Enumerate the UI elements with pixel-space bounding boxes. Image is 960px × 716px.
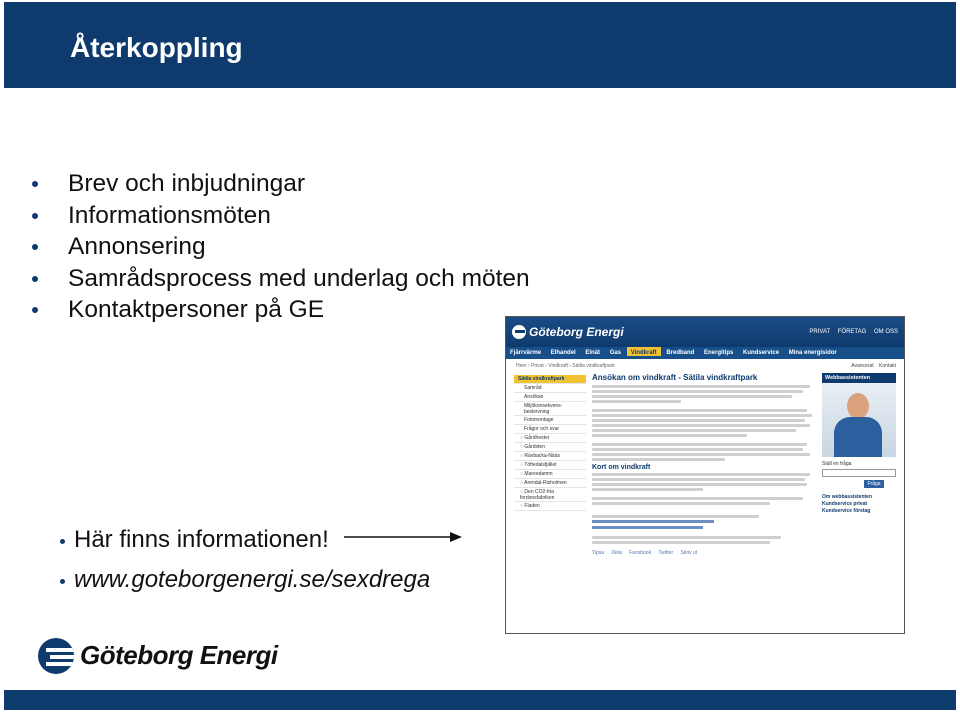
nav-item[interactable]: Elnät (585, 350, 601, 356)
top-link[interactable]: PRIVAT (809, 329, 831, 335)
bullet-item: Informationsmöten (30, 200, 530, 232)
share-link[interactable]: Skriv ut (680, 550, 698, 556)
url-bullet (60, 566, 430, 594)
text-line (592, 419, 805, 422)
text-line (592, 443, 807, 446)
text-line (592, 515, 759, 518)
util-link[interactable]: Kontakt (879, 363, 896, 369)
website-screenshot (505, 316, 905, 634)
sidebar-head[interactable]: Sätila vindkraftpark (514, 375, 586, 384)
sidebar-project[interactable]: ○ Den CO2-fria fordonsfabriken (514, 488, 586, 502)
nav-item[interactable]: Gas (609, 350, 622, 356)
ask-label: Ställ en fråga (822, 461, 852, 467)
screenshot-main-subtitle: Kort om vindkraft (592, 464, 651, 471)
sidebar-item[interactable]: Frågor och svar (514, 425, 586, 434)
screenshot-breadcrumb: Hem › Privat › Vindkraft › Sätila vindkraftpark (516, 363, 615, 369)
text-line (592, 453, 810, 456)
text-line (592, 429, 796, 432)
nav-item[interactable]: Energitips (704, 350, 734, 356)
text-line (592, 488, 703, 491)
screenshot-main (592, 373, 814, 556)
sidebar-project[interactable]: ○ Gårdhester (514, 434, 586, 443)
assistant-link[interactable]: Kundservice privat (822, 501, 868, 507)
screenshot-assistant (822, 373, 896, 515)
text-line (592, 458, 725, 461)
text-line (592, 414, 812, 417)
util-link[interactable]: Avancerat (851, 363, 874, 369)
ask-button[interactable]: Fråga (864, 480, 884, 488)
logo-text: Göteborg Energi (80, 640, 278, 670)
document-link[interactable] (592, 520, 714, 523)
share-link[interactable]: Tipsa (592, 550, 605, 556)
sidebar-project[interactable]: ○ Rävbacka-Nääs (514, 452, 586, 461)
nav-item[interactable]: Fjärrvärme (510, 350, 542, 356)
assistant-photo (822, 383, 896, 457)
assistant-title: Webbassistenten (822, 373, 896, 383)
screenshot-main-title: Ansökan om vindkraft - Sätila vindkraftpark (592, 373, 758, 382)
screenshot-logo (512, 325, 624, 339)
assistant-link[interactable]: Om webbassistenten (822, 494, 873, 500)
assistant-link[interactable]: Kundservice företag (822, 508, 871, 514)
text-line (592, 541, 770, 544)
logo-icon (512, 325, 526, 339)
sidebar-item[interactable]: Fotomontage (514, 416, 586, 425)
bullet-list (30, 168, 530, 326)
share-bar (592, 550, 814, 556)
screenshot-header (506, 317, 904, 347)
share-link[interactable]: Twitter (658, 550, 674, 556)
arrow-right-icon (344, 530, 464, 544)
screenshot-top-links (803, 329, 898, 335)
document-link[interactable] (592, 526, 703, 529)
screenshot-logo-text: Göteborg Energi (529, 325, 624, 339)
nav-item[interactable]: Elhandel (550, 350, 576, 356)
text-line (592, 395, 792, 398)
text-line (592, 390, 803, 393)
info-bullet (60, 526, 329, 554)
sidebar-item[interactable]: Miljökonsekvens-beskrivning (514, 402, 586, 416)
bullet-dot (60, 539, 65, 544)
text-line (592, 502, 770, 505)
bullet-item: Brev och inbjudningar (30, 168, 530, 200)
screenshot-sidebar (514, 375, 586, 511)
sidebar-item[interactable]: Samråd (514, 384, 586, 393)
text-line (592, 424, 810, 427)
screenshot-nav (506, 347, 904, 359)
text-line (592, 478, 805, 481)
text-line (592, 448, 803, 451)
text-line (592, 385, 810, 388)
slide-title: Återkoppling (70, 32, 243, 63)
share-link[interactable]: Dela (611, 550, 622, 556)
bullet-item: Samrådsprocess med underlag och möten (30, 263, 530, 295)
text-line (592, 536, 781, 539)
info-text: Här finns informationen! (74, 526, 329, 553)
nav-item[interactable]: Kundservice (743, 350, 780, 356)
sidebar-project[interactable]: ○ Arendal-Risholmen (514, 479, 586, 488)
nav-item[interactable]: Mina energisidor (788, 350, 837, 356)
text-line (592, 497, 803, 500)
ask-input[interactable] (822, 469, 896, 477)
screenshot-util (847, 363, 896, 369)
top-link[interactable]: OM OSS (873, 329, 898, 335)
top-link[interactable]: FÖRETAG (837, 329, 867, 335)
title-bar (4, 2, 956, 88)
sidebar-item[interactable]: Ansökan (514, 393, 586, 402)
bottom-bar (4, 690, 956, 710)
sidebar-project[interactable]: ○ Gårdsten (514, 443, 586, 452)
text-line (592, 409, 807, 412)
assistant-links (822, 494, 896, 515)
share-link[interactable]: Facebook (629, 550, 652, 556)
bullet-item: Annonsering (30, 231, 530, 263)
bullet-item: Kontaktpersoner på GE (30, 294, 530, 326)
sidebar-project[interactable]: ○ Fladen (514, 502, 586, 511)
text-line (592, 400, 681, 403)
text-line (592, 473, 810, 476)
text-line (592, 483, 807, 486)
url-link[interactable]: www.goteborgenergi.se/sexdrega (74, 566, 431, 593)
bullet-dot (60, 579, 65, 584)
nav-item-active[interactable]: Vindkraft (627, 347, 661, 356)
text-line (592, 434, 747, 437)
sidebar-project[interactable]: ○ Mareedamm (514, 470, 586, 479)
nav-item[interactable]: Bredband (666, 350, 695, 356)
logo-icon (38, 638, 74, 674)
sidebar-project[interactable]: ○ Töftedalsfjället (514, 461, 586, 470)
